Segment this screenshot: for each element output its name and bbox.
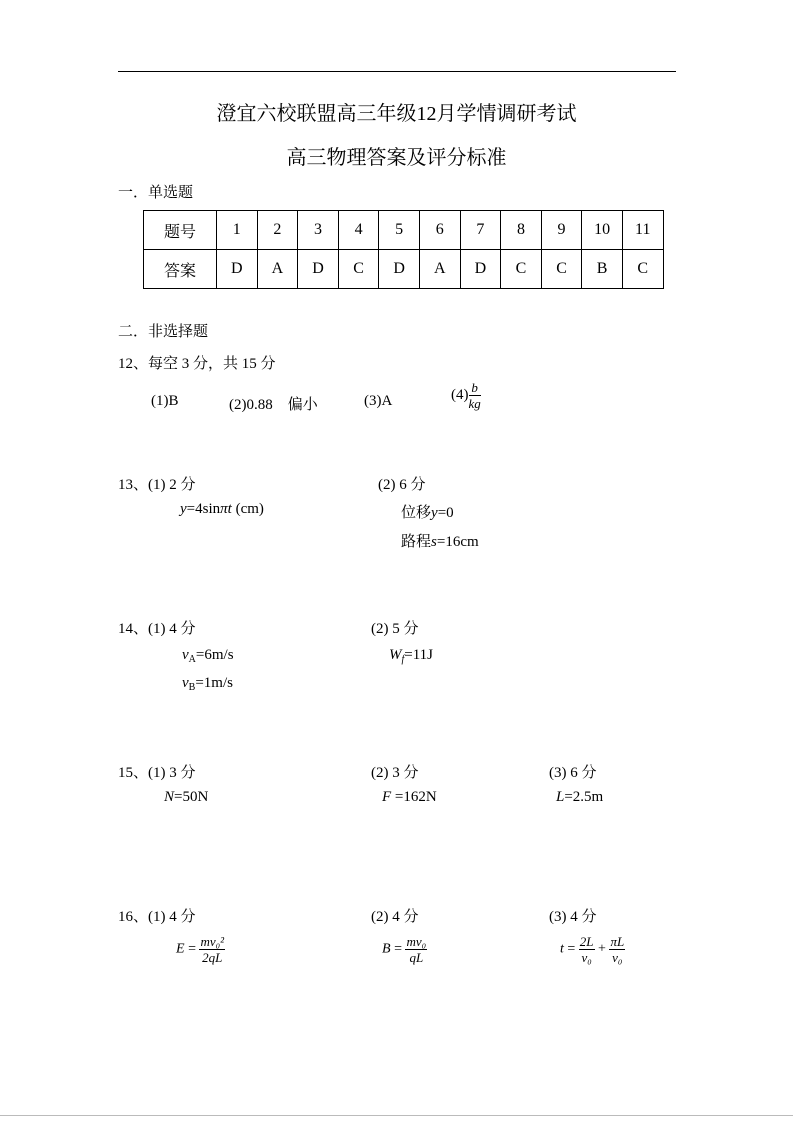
unit-text: (cm) (231, 501, 264, 517)
q16-part3-header: (3) 4 分 (549, 909, 597, 925)
value-text: =16cm (436, 534, 479, 550)
fraction-denominator: 2qL (202, 950, 223, 965)
question-number: 10 (582, 211, 623, 250)
q16-part1-equation (176, 934, 225, 965)
value-text: =1m/s (195, 675, 233, 691)
header-rule (118, 71, 676, 72)
q12-answer-4 (451, 380, 481, 411)
q15-part1-answer (164, 789, 208, 806)
question-row (144, 211, 664, 250)
value-text: =6m/s (195, 647, 234, 663)
plus-sign: + (598, 941, 606, 957)
question-number: 11 (622, 211, 663, 250)
label-text: 位移 (401, 505, 432, 521)
fraction (609, 934, 625, 965)
q12-header: 12、每空 3 分，共 15 分 (118, 356, 276, 372)
answer-row (144, 250, 664, 289)
value-text: =162N (391, 789, 437, 805)
value-text: =0 (437, 505, 454, 521)
fraction (199, 934, 225, 965)
argument-pi-t: πt (220, 501, 232, 517)
q13-part1-header: 13、(1) 2 分 (118, 477, 196, 493)
fraction-denominator: v₀ (612, 950, 623, 965)
variable-v: v (182, 675, 189, 691)
answer-cell: C (622, 250, 663, 289)
q14-work (389, 647, 433, 665)
fraction-denominator: qL (409, 950, 424, 965)
q15-part2-answer (382, 789, 437, 806)
variable-b: B (382, 941, 391, 957)
q14-part2-header: (2) 5 分 (371, 621, 419, 637)
section2-heading: 二．非选择题 (118, 324, 209, 340)
question-number: 5 (379, 211, 420, 250)
subscript: A (188, 654, 196, 665)
fraction-denominator: kg (468, 396, 481, 411)
q12-answer-1: (1)B (151, 393, 179, 409)
q12-answer-4-fraction (469, 380, 481, 411)
variable-y: y (431, 505, 438, 521)
value-text: =2.5m (564, 789, 604, 805)
question-number: 2 (257, 211, 298, 250)
page-subtitle: 高三物理答案及评分标准 (286, 147, 507, 169)
q16-part3-equation (560, 934, 625, 965)
fraction-denominator: v₀ (581, 950, 592, 965)
section1-heading: 一．单选题 (118, 185, 194, 201)
answer-cell: A (419, 250, 460, 289)
subscript: B (188, 682, 196, 693)
answer-cell: C (541, 250, 582, 289)
fraction-numerator: b (469, 380, 481, 396)
answer-cell: C (338, 250, 379, 289)
label-text: 路程 (401, 534, 432, 550)
variable-y: y (180, 501, 187, 517)
q14-velocity-a (182, 647, 234, 665)
question-number: 8 (501, 211, 542, 250)
q12-answer-3: (3)A (364, 393, 393, 409)
answer-cell: D (460, 250, 501, 289)
variable-s: s (431, 534, 437, 550)
fraction (405, 934, 427, 965)
answer-table (143, 210, 664, 289)
question-number: 3 (298, 211, 339, 250)
variable-e: E (176, 941, 185, 957)
subscript: f (401, 654, 405, 665)
question-number: 4 (338, 211, 379, 250)
answer-cell: B (582, 250, 623, 289)
answer-cell: C (501, 250, 542, 289)
q13-part2-header: (2) 6 分 (378, 477, 426, 493)
equals-sign: = (567, 941, 576, 957)
value-text: =50N (174, 789, 209, 805)
answer-cell: D (379, 250, 420, 289)
q15-part1-header: 15、(1) 3 分 (118, 765, 196, 781)
fraction-numerator: πL (610, 934, 625, 949)
answer-row-label: 答案 (144, 250, 217, 289)
variable-t: t (560, 941, 564, 957)
q16-part2-equation (382, 934, 427, 965)
q14-velocity-b (182, 675, 233, 693)
q15-part3-header: (3) 6 分 (549, 765, 597, 781)
page-bottom-edge (0, 1115, 793, 1116)
equals-sign: = (188, 941, 196, 957)
answer-cell: D (298, 250, 339, 289)
equation-text: =4sin (186, 501, 221, 517)
question-number: 1 (217, 211, 258, 250)
q12-answer-4-prefix: (4) (451, 386, 469, 403)
answer-cell: A (257, 250, 298, 289)
q14-part1-header: 14、(1) 4 分 (118, 621, 196, 637)
q13-distance (401, 530, 479, 551)
equals-sign: = (394, 941, 402, 957)
variable-w: W (389, 647, 402, 663)
fraction-numerator: mv₀ (406, 934, 427, 949)
question-number: 6 (419, 211, 460, 250)
value-text: =11J (404, 647, 434, 663)
q16-part2-header: (2) 4 分 (371, 909, 419, 925)
answer-cell: D (217, 250, 258, 289)
question-row-label: 题号 (144, 211, 217, 250)
fraction (579, 934, 595, 965)
page-title: 澄宜六校联盟高三年级12月学情调研考试 (216, 103, 577, 125)
variable-f: F (382, 789, 392, 805)
variable-l: L (556, 789, 565, 805)
q13-part1-answer (180, 501, 264, 518)
fraction-numerator: 2L (579, 934, 594, 949)
q15-part2-header: (2) 3 分 (371, 765, 419, 781)
q16-part1-header: 16、(1) 4 分 (118, 909, 196, 925)
fraction-numerator: mv₀² (200, 934, 225, 949)
q15-part3-answer (556, 789, 603, 806)
q12-answer-2: (2)0.88 偏小 (229, 397, 318, 413)
q13-displacement (401, 501, 454, 522)
variable-n: N (164, 789, 175, 805)
variable-v: v (182, 647, 189, 663)
question-number: 7 (460, 211, 501, 250)
question-number: 9 (541, 211, 582, 250)
